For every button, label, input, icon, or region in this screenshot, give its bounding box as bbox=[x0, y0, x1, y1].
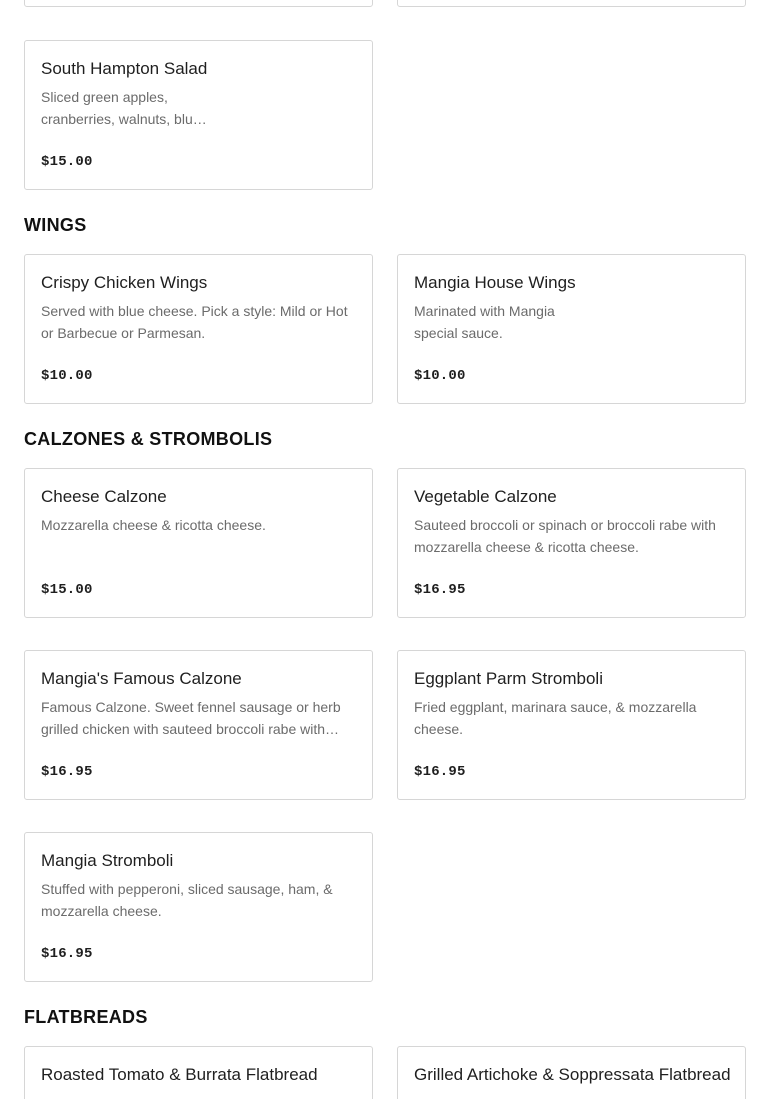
menu-item-card-crispy-chicken-wings[interactable] bbox=[24, 254, 373, 404]
section-title-calzones-strombolis: CALZONES & STROMBOLIS bbox=[24, 429, 273, 449]
menu-item-name: Mangia Stromboli bbox=[41, 851, 174, 870]
menu-item-price: $10.00 bbox=[41, 368, 93, 384]
menu-item-price: $15.00 bbox=[41, 154, 93, 170]
menu-item-card-cheese-calzone[interactable] bbox=[24, 468, 373, 618]
menu-item-description: Sauteed broccoli or spinach or broccoli rabe with mozzarella cheese & ricotta cheese. bbox=[414, 517, 716, 555]
menu-item-name: Grilled Artichoke & Soppressata Flatbread bbox=[414, 1065, 731, 1084]
section-title-flatbreads: FLATBREADS bbox=[24, 1007, 148, 1027]
menu-item-description: Mozzarella cheese & ricotta cheese. bbox=[41, 517, 266, 533]
menu-item-card-mangias-famous-calzone[interactable] bbox=[24, 650, 373, 800]
menu-item-price: $16.95 bbox=[414, 582, 466, 598]
menu-item-card-vegetable-calzone[interactable] bbox=[397, 468, 746, 618]
menu-item-name: Vegetable Calzone bbox=[414, 487, 557, 506]
menu-item-name: Cheese Calzone bbox=[41, 487, 167, 506]
menu-item-card-south-hampton-salad[interactable] bbox=[24, 40, 373, 190]
menu-item-card-partial[interactable] bbox=[24, 0, 373, 7]
menu-item-name: Mangia's Famous Calzone bbox=[41, 669, 242, 688]
menu-item-name: Mangia House Wings bbox=[414, 273, 576, 292]
menu-item-card-mangia-house-wings[interactable] bbox=[397, 254, 746, 404]
menu-item-price: $10.00 bbox=[414, 368, 466, 384]
menu-item-name: Roasted Tomato & Burrata Flatbread bbox=[41, 1065, 318, 1084]
menu-item-price: $15.00 bbox=[41, 582, 93, 598]
menu-item-price: $16.95 bbox=[414, 764, 466, 780]
menu-item-name: Eggplant Parm Stromboli bbox=[414, 669, 603, 688]
menu-item-card-mangia-stromboli[interactable] bbox=[24, 832, 373, 982]
menu-item-description: Sliced green apples, cranberries, walnuts, blu… bbox=[41, 89, 207, 127]
menu-item-card-roasted-tomato-burrata-flatbread[interactable] bbox=[24, 1046, 373, 1099]
menu-item-description: Served with blue cheese. Pick a style: Mild or Hot or Barbecue or Parmesan. bbox=[41, 303, 348, 341]
menu-item-description: Marinated with Mangia special sauce. bbox=[414, 303, 555, 341]
menu-item-card-eggplant-parm-stromboli[interactable] bbox=[397, 650, 746, 800]
menu-item-price: $16.95 bbox=[41, 946, 93, 962]
menu-item-description: Famous Calzone. Sweet fennel sausage or herb grilled chicken with sauteed broccoli rabe with… bbox=[41, 699, 341, 737]
menu-item-description: Fried eggplant, marinara sauce, & mozzarella cheese. bbox=[414, 699, 697, 737]
menu-item-card-partial[interactable] bbox=[397, 0, 746, 7]
menu-item-name: Crispy Chicken Wings bbox=[41, 273, 208, 292]
menu-item-name: South Hampton Salad bbox=[41, 59, 208, 78]
section-title-wings: WINGS bbox=[24, 215, 87, 235]
menu-item-card-grilled-artichoke-soppressata-flatbread[interactable] bbox=[397, 1046, 746, 1099]
menu-item-description: Stuffed with pepperoni, sliced sausage, ham, & mozzarella cheese. bbox=[41, 881, 333, 919]
menu-item-price: $16.95 bbox=[41, 764, 93, 780]
